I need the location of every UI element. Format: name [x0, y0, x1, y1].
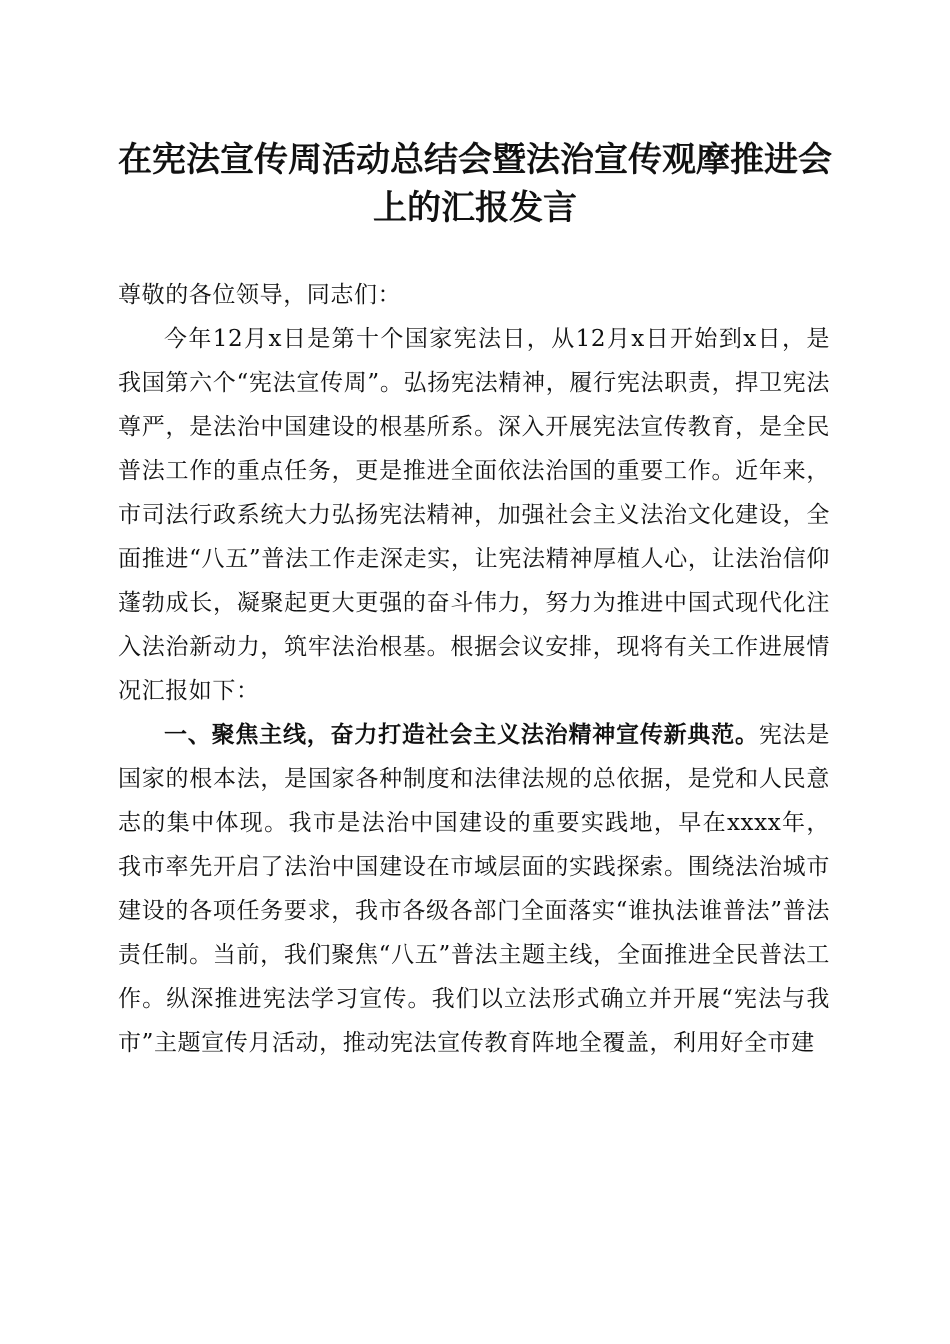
paragraph-intro-text: 今年12月x日是第十个国家宪法日，从12月x日开始到x日，是我国第六个“宪法宣传周”。弘扬宪法精神，履行宪法职责，捍卫宪法尊严，是法治中国建设的根基所系。深入开展宪法宣传教育，是全民普法工作的重点任务，更是推进全面依法治国的重要工作。近年来，市司法行政系统大力弘扬宪法精神，加强社会主义法治文化建设，全面推进“八五”普法工作走深走实，让宪法精神厚植人心，让法治信仰蓬勃成长，凝聚起更大更强的奋斗伟力，努力为推进中国式现代化注入法治新动力，筑牢法治根基。根据会议安排，现将有关工作进展情况汇报如下： [118, 326, 830, 704]
section-one-heading: 一、聚焦主线，奋力打造社会主义法治精神宣传新典范。 [164, 722, 759, 748]
paragraph-intro [118, 317, 830, 713]
section-one-text: 宪法是国家的根本法，是国家各种制度和法律法规的总依据，是党和人民意志的集中体现。我市是法治中国建设的重要实践地，早在xxxx年，我市率先开启了法治中国建设在市域层面的实践探索。围绕法治城市建设的各项任务要求，我市各级各部门全面落实“谁执法谁普法”普法责任制。当前，我们聚焦“八五”普法主题主线，全面推进全民普法工作。纵深推进宪法学习宣传。我们以立法形式确立并开展“宪法与我市”主题宣传月活动，推动宪法宣传教育阵地全覆盖，利用好全市建 [118, 722, 830, 1056]
paragraph-section-one [118, 713, 830, 1065]
salutation: 尊敬的各位领导，同志们： [118, 282, 402, 308]
document-body [118, 273, 830, 1065]
document-title: 在宪法宣传周活动总结会暨法治宣传观摩推进会上的汇报发言 [118, 140, 832, 228]
